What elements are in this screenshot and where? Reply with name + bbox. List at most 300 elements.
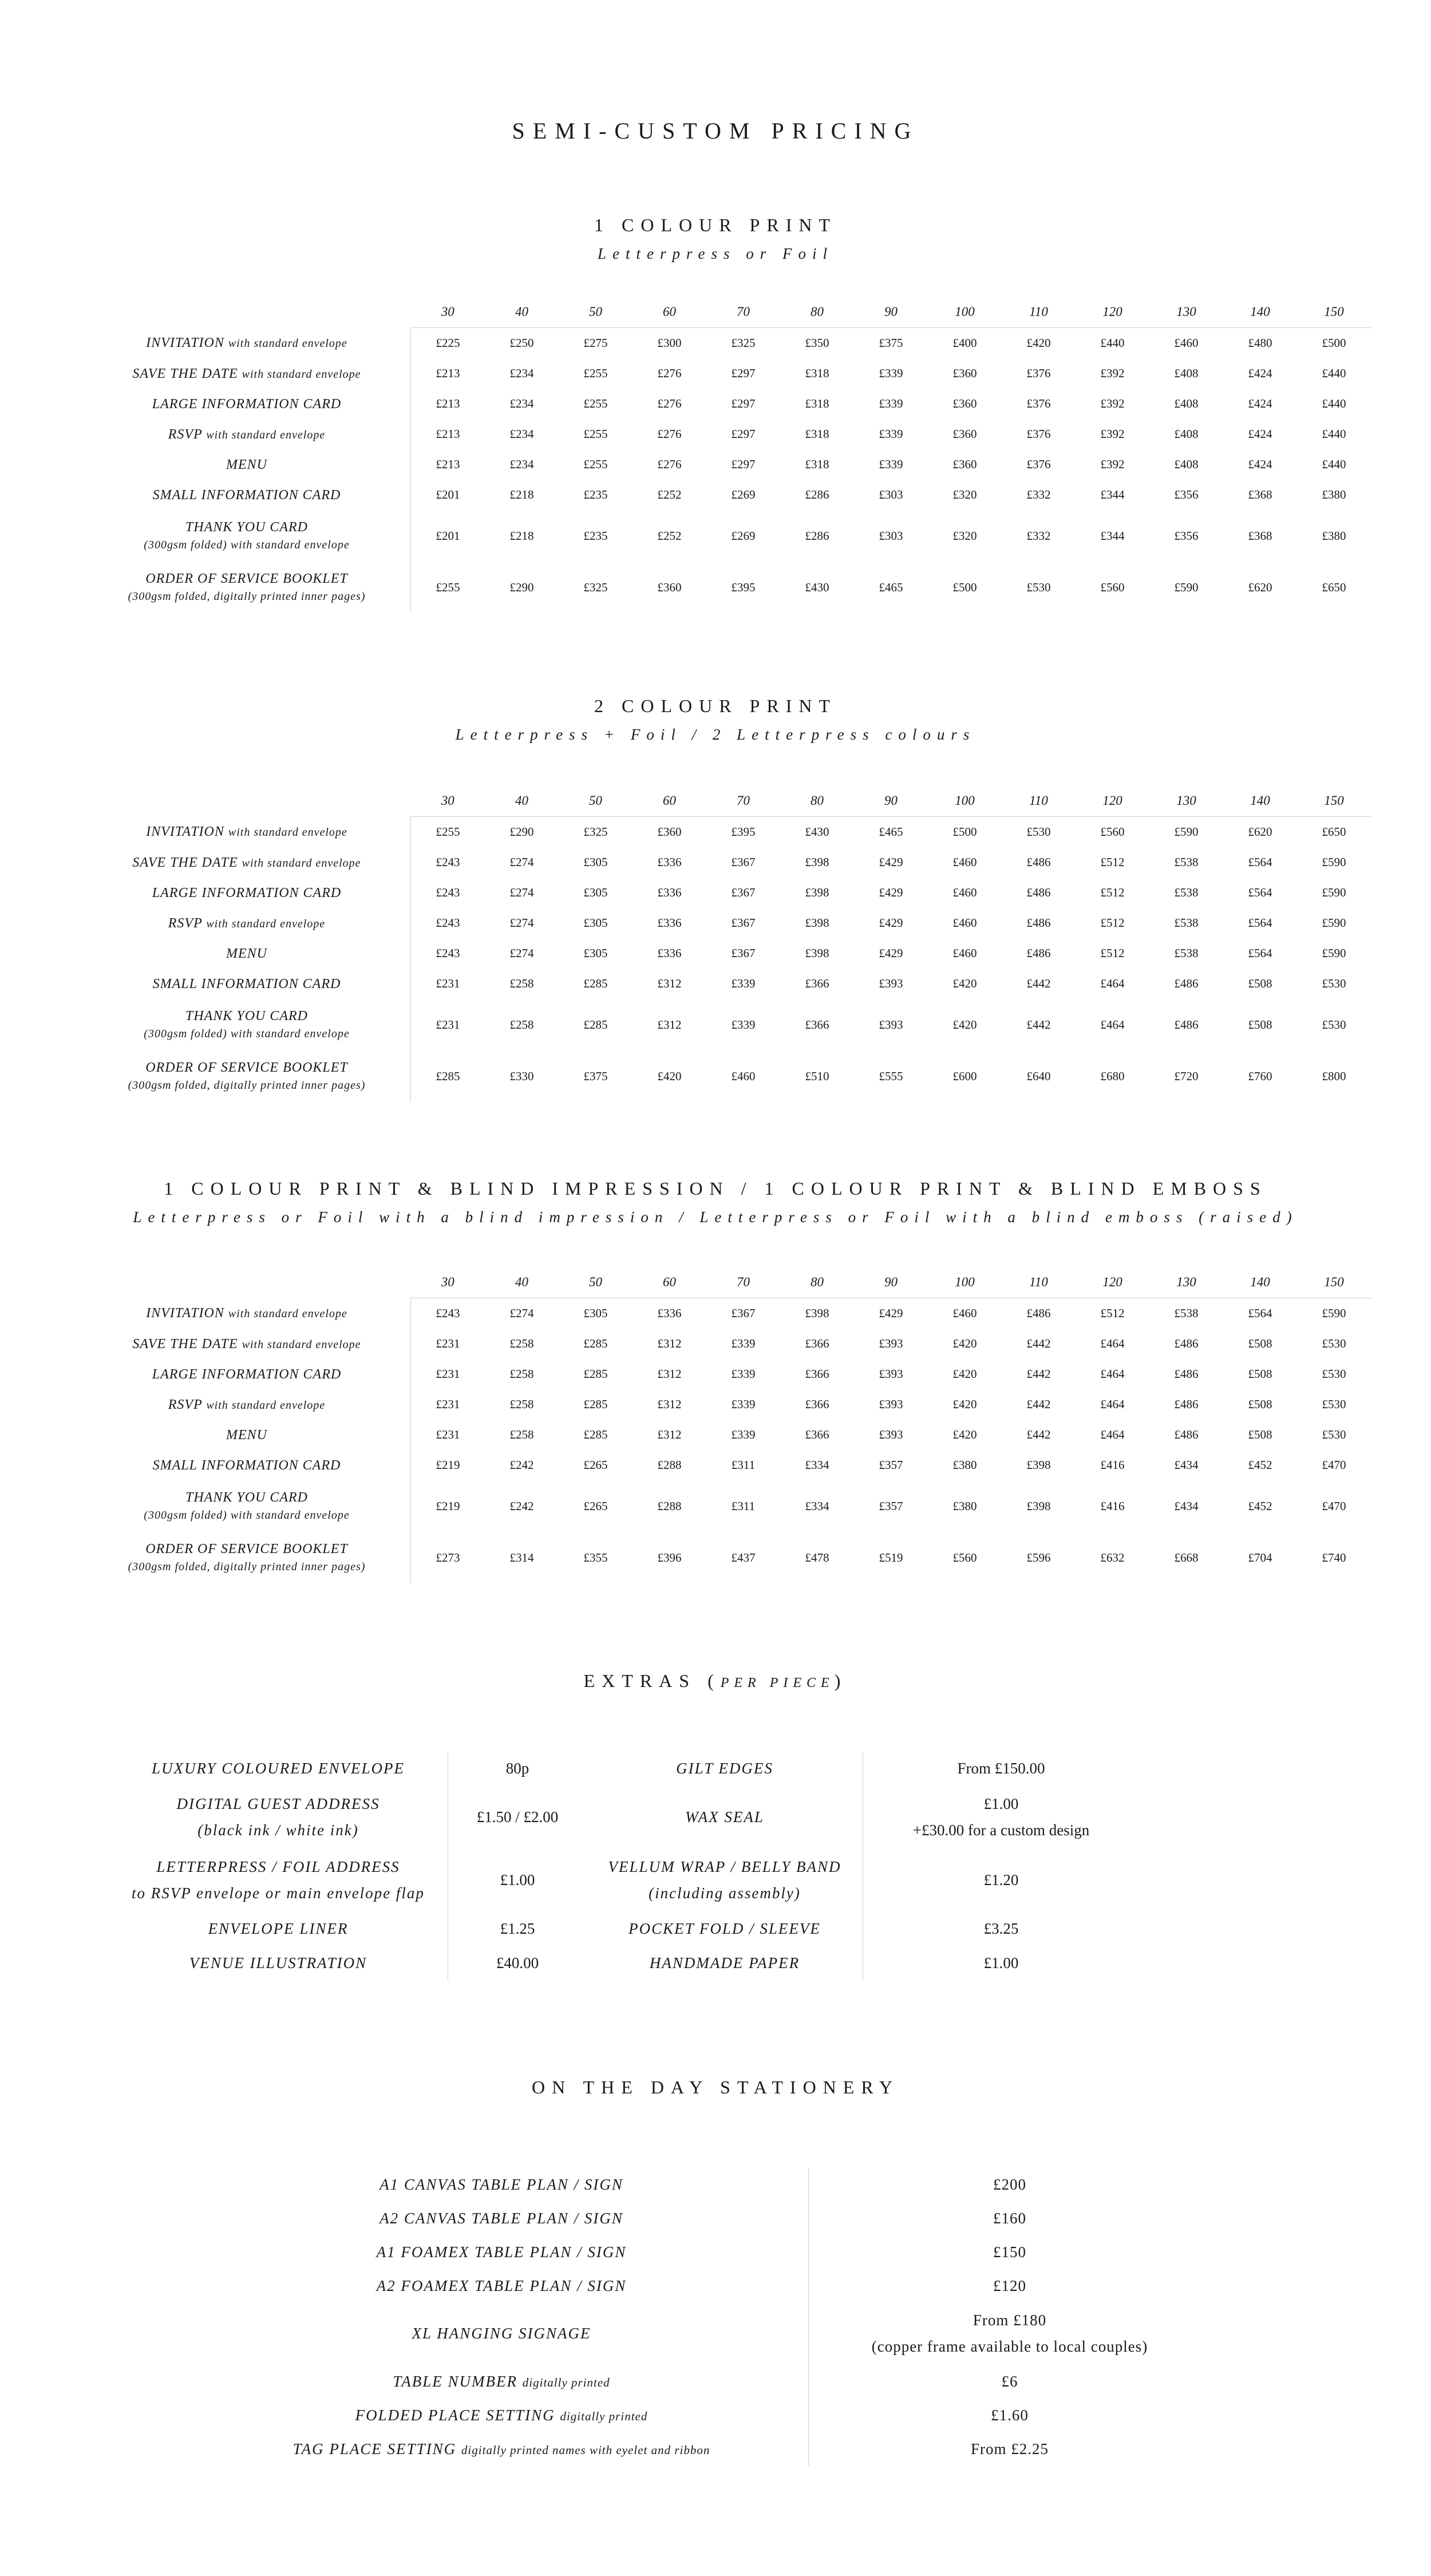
price-cell: £285 bbox=[583, 1428, 608, 1441]
price-cell: £460 bbox=[952, 946, 977, 960]
on-the-day-price-main: £6 bbox=[1001, 2372, 1018, 2390]
price-cell: £486 bbox=[1026, 946, 1051, 960]
on-the-day-row bbox=[195, 2269, 1211, 2303]
extras-title-text: EXTRAS bbox=[583, 1670, 697, 1691]
quantity-header: 90 bbox=[854, 1267, 928, 1298]
price-cell: £336 bbox=[657, 916, 682, 930]
price-cell: £393 bbox=[879, 1337, 903, 1350]
on-the-day-label bbox=[195, 2269, 809, 2303]
on-the-day-item-name: FOLDED PLACE SETTING bbox=[355, 2406, 555, 2424]
extras-section bbox=[0, 1670, 1431, 1692]
on-the-day-item-name: A1 FOAMEX TABLE PLAN / SIGN bbox=[376, 2243, 627, 2261]
on-the-day-price bbox=[809, 2303, 1211, 2365]
section-subtitle: Letterpress + Foil / 2 Letterpress colours bbox=[455, 726, 976, 743]
header-corner bbox=[92, 1267, 411, 1298]
price-cell: £512 bbox=[1100, 946, 1125, 960]
row-label-sub: (300gsm folded) with standard envelope bbox=[144, 539, 350, 551]
extras-item-name: VELLUM WRAP / BELLY BAND bbox=[608, 1858, 841, 1876]
price-cell: £486 bbox=[1174, 977, 1199, 990]
price-cell: £334 bbox=[805, 1458, 829, 1472]
price-cell: £258 bbox=[509, 1428, 534, 1441]
row-label-main: SAVE THE DATE bbox=[132, 855, 238, 870]
row-label-main: RSVP bbox=[168, 915, 203, 931]
row-label-sub: (300gsm folded) with standard envelope bbox=[144, 1509, 350, 1522]
price-cell: £366 bbox=[805, 1428, 829, 1441]
price-cell: £538 bbox=[1174, 946, 1199, 960]
on-the-day-item-sub: digitally printed bbox=[522, 2375, 610, 2389]
price-cell: £312 bbox=[657, 1017, 682, 1032]
on-the-day-price bbox=[809, 2365, 1211, 2399]
quantity-header: 80 bbox=[780, 785, 854, 817]
price-cell: £512 bbox=[1100, 1306, 1125, 1320]
on-the-day-price bbox=[809, 2202, 1211, 2235]
quantity-header: 110 bbox=[1002, 1267, 1076, 1298]
row-label-main: THANK YOU CARD bbox=[185, 520, 309, 535]
price-cell: £375 bbox=[583, 1069, 608, 1083]
price-cell: £285 bbox=[583, 977, 608, 990]
quantity-header: 30 bbox=[411, 1267, 485, 1298]
row-label bbox=[92, 510, 411, 562]
table-row bbox=[92, 817, 1371, 848]
price-cell: £305 bbox=[583, 855, 608, 869]
price-cell: £440 bbox=[1322, 457, 1346, 471]
price-cell: £464 bbox=[1100, 1017, 1125, 1032]
price-cell: £285 bbox=[583, 1367, 608, 1381]
on-the-day-price bbox=[809, 2168, 1211, 2202]
quantity-header: 100 bbox=[928, 1267, 1002, 1298]
on-the-day-item-name: A1 CANVAS TABLE PLAN / SIGN bbox=[380, 2175, 623, 2193]
table-row bbox=[92, 419, 1371, 449]
extras-item-price bbox=[863, 1912, 1140, 1946]
quantity-header: 50 bbox=[559, 1267, 633, 1298]
price-cell: £800 bbox=[1322, 1069, 1346, 1083]
on-the-day-price-main: From £2.25 bbox=[970, 2440, 1049, 2458]
on-the-day-row bbox=[195, 2365, 1211, 2399]
price-cell: £396 bbox=[657, 1550, 682, 1564]
price-cell: £564 bbox=[1248, 855, 1272, 869]
price-cell: £243 bbox=[436, 1306, 460, 1320]
price-cell: £356 bbox=[1174, 528, 1199, 543]
quantity-header: 90 bbox=[854, 785, 928, 817]
quantity-header: 100 bbox=[928, 785, 1002, 817]
price-cell: £290 bbox=[509, 580, 534, 594]
price-cell: £590 bbox=[1322, 916, 1346, 930]
price-cell: £288 bbox=[657, 1499, 682, 1513]
price-cell: £420 bbox=[657, 1069, 682, 1083]
price-cell: £339 bbox=[879, 457, 903, 471]
on-the-day-item-name: A2 FOAMEX TABLE PLAN / SIGN bbox=[376, 2277, 627, 2294]
price-cell: £398 bbox=[805, 855, 829, 869]
price-cell: £668 bbox=[1174, 1550, 1199, 1564]
price-cell: £367 bbox=[731, 855, 756, 869]
row-label bbox=[92, 328, 411, 359]
price-cell: £429 bbox=[879, 855, 903, 869]
price-cell: £470 bbox=[1322, 1458, 1346, 1472]
price-cell: £380 bbox=[952, 1458, 977, 1472]
row-label-main: SAVE THE DATE bbox=[132, 366, 238, 381]
quantity-header: 60 bbox=[633, 785, 706, 817]
row-label bbox=[92, 817, 411, 848]
price-cell: £242 bbox=[509, 1458, 534, 1472]
section-subtitle: Letterpress or Foil bbox=[597, 245, 833, 262]
per-piece-note: PER PIECE bbox=[720, 1676, 835, 1690]
price-cell: £465 bbox=[879, 825, 903, 839]
price-cell: £366 bbox=[805, 1367, 829, 1381]
quantity-header: 150 bbox=[1297, 785, 1371, 817]
price-cell: £265 bbox=[583, 1458, 608, 1472]
row-label-sub: with standard envelope bbox=[228, 1307, 347, 1321]
table-row bbox=[92, 847, 1371, 878]
row-label bbox=[92, 419, 411, 449]
price-cell: £590 bbox=[1322, 946, 1346, 960]
price-cell: £508 bbox=[1248, 1017, 1272, 1032]
price-cell: £231 bbox=[436, 1337, 460, 1350]
price-cell: £344 bbox=[1100, 488, 1125, 501]
price-cell: £219 bbox=[436, 1499, 460, 1513]
price-cell: £288 bbox=[657, 1458, 682, 1472]
price-cell: £420 bbox=[952, 1017, 977, 1032]
price-cell: £430 bbox=[805, 825, 829, 839]
price-cell: £367 bbox=[731, 886, 756, 899]
quantity-header: 70 bbox=[706, 297, 780, 328]
on-the-day-label bbox=[195, 2202, 809, 2235]
extras-item-name: POCKET FOLD / SLEEVE bbox=[628, 1920, 821, 1938]
price-cell: £393 bbox=[879, 1367, 903, 1381]
quantity-header: 150 bbox=[1297, 297, 1371, 328]
extras-item-name: GILT EDGES bbox=[676, 1760, 773, 1777]
extras-price-main: £1.00 bbox=[983, 1954, 1019, 1972]
table-row bbox=[92, 1420, 1371, 1450]
price-cell: £367 bbox=[731, 1306, 756, 1320]
price-cell: £508 bbox=[1248, 1428, 1272, 1441]
price-cell: £530 bbox=[1322, 1017, 1346, 1032]
price-cell: £376 bbox=[1026, 457, 1051, 471]
price-cell: £269 bbox=[731, 528, 756, 543]
header-corner bbox=[92, 785, 411, 817]
price-cell: £590 bbox=[1322, 855, 1346, 869]
price-cell: £285 bbox=[583, 1337, 608, 1350]
row-label-main: SMALL INFORMATION CARD bbox=[152, 976, 341, 991]
row-label-main: LARGE INFORMATION CARD bbox=[152, 885, 342, 900]
row-label bbox=[92, 1420, 411, 1450]
price-cell: £380 bbox=[952, 1499, 977, 1513]
price-cell: £442 bbox=[1026, 1337, 1051, 1350]
price-cell: £311 bbox=[731, 1458, 756, 1472]
row-label bbox=[92, 1532, 411, 1583]
price-cell: £339 bbox=[731, 1367, 756, 1381]
extras-item-price: £1.25 bbox=[500, 1920, 535, 1938]
price-cell: £339 bbox=[731, 977, 756, 990]
row-label-sub: (300gsm folded) with standard envelope bbox=[144, 1028, 350, 1040]
price-cell: £500 bbox=[952, 825, 977, 839]
price-cell: £442 bbox=[1026, 977, 1051, 990]
quantity-header: 110 bbox=[1002, 785, 1076, 817]
row-label-main: MENU bbox=[226, 1427, 267, 1443]
price-cell: £538 bbox=[1174, 916, 1199, 930]
price-cell: £530 bbox=[1026, 580, 1051, 594]
price-cell: £339 bbox=[731, 1337, 756, 1350]
quantity-header: 130 bbox=[1149, 785, 1223, 817]
extras-item-price: £1.00 bbox=[500, 1871, 535, 1889]
price-cell: £336 bbox=[657, 1306, 682, 1320]
extras-price-note: +£30.00 for a custom design bbox=[912, 1822, 1090, 1839]
price-cell: £366 bbox=[805, 1397, 829, 1411]
row-label-main: INVITATION bbox=[146, 824, 224, 840]
price-cell: £275 bbox=[583, 336, 608, 350]
extras-table bbox=[109, 1752, 1139, 1981]
section-title: 2 COLOUR PRINT bbox=[594, 696, 837, 716]
on-the-day-label bbox=[195, 2399, 809, 2432]
price-cell: £305 bbox=[583, 946, 608, 960]
price-cell: £442 bbox=[1026, 1428, 1051, 1441]
on-the-day-price-main: £160 bbox=[993, 2209, 1026, 2227]
table-row bbox=[92, 1532, 1371, 1583]
price-table-1 bbox=[92, 297, 1371, 613]
price-cell: £318 bbox=[805, 397, 829, 410]
price-cell: £420 bbox=[1026, 336, 1051, 350]
table-row bbox=[92, 358, 1371, 389]
price-cell: £360 bbox=[952, 366, 977, 380]
row-label-sub: with standard envelope bbox=[242, 1338, 361, 1351]
table-row bbox=[92, 878, 1371, 908]
price-table-3 bbox=[92, 1267, 1371, 1583]
price-cell: £339 bbox=[731, 1397, 756, 1411]
row-label-main: INVITATION bbox=[146, 335, 224, 351]
price-cell: £274 bbox=[509, 855, 534, 869]
price-cell: £460 bbox=[952, 855, 977, 869]
price-cell: £512 bbox=[1100, 916, 1125, 930]
price-cell: £538 bbox=[1174, 1306, 1199, 1320]
on-the-day-row bbox=[195, 2168, 1211, 2202]
price-cell: £255 bbox=[583, 457, 608, 471]
price-cell: £231 bbox=[436, 977, 460, 990]
row-label-main: ORDER OF SERVICE BOOKLET bbox=[145, 571, 348, 586]
price-cell: £231 bbox=[436, 1367, 460, 1381]
row-label-main: SAVE THE DATE bbox=[132, 1336, 238, 1352]
price-cell: £408 bbox=[1174, 427, 1199, 441]
section-title: 1 COLOUR PRINT & BLIND IMPRESSION / 1 COLOUR PRINT & BLIND EMBOSS bbox=[164, 1178, 1267, 1199]
on-the-day-item-name: A2 CANVAS TABLE PLAN / SIGN bbox=[380, 2209, 623, 2227]
price-cell: £312 bbox=[657, 1428, 682, 1441]
quantity-header: 70 bbox=[706, 1267, 780, 1298]
price-cell: £258 bbox=[509, 1017, 534, 1032]
price-cell: £760 bbox=[1248, 1069, 1272, 1083]
price-cell: £357 bbox=[879, 1458, 903, 1472]
price-cell: £470 bbox=[1322, 1499, 1346, 1513]
row-label bbox=[92, 389, 411, 419]
table-row bbox=[92, 1450, 1371, 1480]
on-the-day-price-main: £150 bbox=[993, 2243, 1026, 2261]
price-cell: £235 bbox=[583, 488, 608, 501]
price-cell: £416 bbox=[1100, 1458, 1125, 1472]
row-label bbox=[92, 1359, 411, 1389]
price-cell: £297 bbox=[731, 397, 756, 410]
table-row bbox=[92, 1389, 1371, 1420]
price-cell: £252 bbox=[657, 488, 682, 501]
price-cell: £243 bbox=[436, 855, 460, 869]
row-label-main: THANK YOU CARD bbox=[185, 1009, 309, 1024]
price-cell: £332 bbox=[1026, 488, 1051, 501]
price-cell: £235 bbox=[583, 528, 608, 543]
price-cell: £620 bbox=[1248, 580, 1272, 594]
price-cell: £480 bbox=[1248, 336, 1272, 350]
row-label-main: MENU bbox=[226, 457, 267, 472]
price-cell: £274 bbox=[509, 886, 534, 899]
extras-item-name: LUXURY COLOURED ENVELOPE bbox=[151, 1760, 405, 1777]
table-row bbox=[92, 562, 1371, 613]
price-cell: £303 bbox=[879, 488, 903, 501]
price-cell: £486 bbox=[1026, 855, 1051, 869]
extras-item-name: DIGITAL GUEST ADDRESS bbox=[176, 1795, 380, 1813]
quantity-header: 40 bbox=[485, 785, 559, 817]
on-the-day-row bbox=[195, 2432, 1211, 2466]
row-label-sub: (300gsm folded, digitally printed inner pages) bbox=[128, 590, 366, 603]
quantity-header: 120 bbox=[1076, 297, 1149, 328]
price-cell: £442 bbox=[1026, 1017, 1051, 1032]
price-cell: £424 bbox=[1248, 366, 1272, 380]
quantity-header: 80 bbox=[780, 1267, 854, 1298]
price-cell: £398 bbox=[805, 886, 829, 899]
quantity-header: 120 bbox=[1076, 785, 1149, 817]
quantity-header: 140 bbox=[1223, 297, 1297, 328]
quantity-header-row bbox=[92, 785, 1371, 817]
price-cell: £460 bbox=[952, 1306, 977, 1320]
price-cell: £305 bbox=[583, 916, 608, 930]
price-cell: £325 bbox=[583, 580, 608, 594]
quantity-header: 80 bbox=[780, 297, 854, 328]
table-row bbox=[92, 510, 1371, 562]
price-cell: £434 bbox=[1174, 1499, 1199, 1513]
extras-item-name: WAX SEAL bbox=[685, 1808, 764, 1826]
row-label-sub: with standard envelope bbox=[206, 917, 326, 930]
price-cell: £255 bbox=[583, 397, 608, 410]
row-label bbox=[92, 1480, 411, 1532]
price-cell: £320 bbox=[952, 528, 977, 543]
price-cell: £368 bbox=[1248, 488, 1272, 501]
price-cell: £398 bbox=[1026, 1499, 1051, 1513]
price-cell: £219 bbox=[436, 1458, 460, 1472]
table-row bbox=[92, 328, 1371, 359]
extras-item-label bbox=[109, 1752, 448, 1786]
extras-row bbox=[109, 1946, 1139, 1981]
price-cell: £424 bbox=[1248, 427, 1272, 441]
price-cell: £486 bbox=[1026, 886, 1051, 899]
price-cell: £564 bbox=[1248, 916, 1272, 930]
price-cell: £360 bbox=[952, 427, 977, 441]
price-cell: £650 bbox=[1322, 580, 1346, 594]
price-cell: £560 bbox=[1100, 580, 1125, 594]
quantity-header: 60 bbox=[633, 1267, 706, 1298]
price-cell: £512 bbox=[1100, 855, 1125, 869]
price-cell: £325 bbox=[583, 825, 608, 839]
price-cell: £486 bbox=[1174, 1017, 1199, 1032]
price-cell: £290 bbox=[509, 825, 534, 839]
on-the-day-price-note: (copper frame available to local couples) bbox=[871, 2338, 1148, 2355]
on-the-day-price bbox=[809, 2399, 1211, 2432]
price-cell: £486 bbox=[1174, 1337, 1199, 1350]
on-the-day-row bbox=[195, 2303, 1211, 2365]
table-row bbox=[92, 999, 1371, 1050]
row-label bbox=[92, 562, 411, 613]
extras-item-price bbox=[863, 1946, 1140, 1981]
table-row bbox=[92, 969, 1371, 999]
price-cell: £360 bbox=[952, 457, 977, 471]
extras-row bbox=[109, 1786, 1139, 1849]
price-cell: £355 bbox=[583, 1550, 608, 1564]
price-cell: £740 bbox=[1322, 1550, 1346, 1564]
on-the-day-price bbox=[809, 2432, 1211, 2466]
price-cell: £429 bbox=[879, 886, 903, 899]
price-cell: £258 bbox=[509, 1367, 534, 1381]
price-cell: £314 bbox=[509, 1550, 534, 1564]
quantity-header: 30 bbox=[411, 297, 485, 328]
price-cell: £303 bbox=[879, 528, 903, 543]
price-cell: £269 bbox=[731, 488, 756, 501]
price-cell: £408 bbox=[1174, 457, 1199, 471]
price-cell: £720 bbox=[1174, 1069, 1199, 1083]
price-cell: £332 bbox=[1026, 528, 1051, 543]
price-cell: £398 bbox=[805, 916, 829, 930]
price-cell: £590 bbox=[1322, 1306, 1346, 1320]
row-label bbox=[92, 1050, 411, 1102]
price-cell: £478 bbox=[805, 1550, 829, 1564]
price-cell: £452 bbox=[1248, 1499, 1272, 1513]
price-cell: £555 bbox=[879, 1069, 903, 1083]
quantity-header: 140 bbox=[1223, 785, 1297, 817]
table-row bbox=[92, 449, 1371, 480]
price-cell: £274 bbox=[509, 916, 534, 930]
quantity-header: 120 bbox=[1076, 1267, 1149, 1298]
extras-item-name: HANDMADE PAPER bbox=[649, 1954, 800, 1972]
on-the-day-price-main: £200 bbox=[993, 2175, 1026, 2193]
price-cell: £368 bbox=[1248, 528, 1272, 543]
price-cell: £255 bbox=[583, 366, 608, 380]
price-table-2 bbox=[92, 785, 1371, 1102]
quantity-header: 110 bbox=[1002, 297, 1076, 328]
extras-row bbox=[109, 1849, 1139, 1912]
row-label-sub: with standard envelope bbox=[206, 1398, 326, 1412]
price-cell: £429 bbox=[879, 916, 903, 930]
price-cell: £234 bbox=[509, 397, 534, 410]
row-label-main: THANK YOU CARD bbox=[185, 1490, 309, 1505]
price-cell: £590 bbox=[1174, 825, 1199, 839]
on-the-day-title: ON THE DAY STATIONERY bbox=[531, 2077, 900, 2097]
page-title: SEMI-CUSTOM PRICING bbox=[512, 118, 919, 144]
price-cell: £393 bbox=[879, 1428, 903, 1441]
price-cell: £564 bbox=[1248, 886, 1272, 899]
price-cell: £408 bbox=[1174, 366, 1199, 380]
extras-item-price: 80p bbox=[505, 1760, 529, 1777]
price-cell: £380 bbox=[1322, 488, 1346, 501]
on-the-day-price bbox=[809, 2235, 1211, 2269]
extras-item-name: ENVELOPE LINER bbox=[208, 1920, 349, 1938]
extras-price-main: From £150.00 bbox=[957, 1760, 1045, 1777]
price-cell: £564 bbox=[1248, 1306, 1272, 1320]
price-cell: £442 bbox=[1026, 1397, 1051, 1411]
extras-item-name: LETTERPRESS / FOIL ADDRESS bbox=[156, 1858, 400, 1876]
row-label bbox=[92, 938, 411, 969]
price-cell: £460 bbox=[952, 916, 977, 930]
row-label-sub: with standard envelope bbox=[242, 368, 361, 381]
price-cell: £508 bbox=[1248, 1367, 1272, 1381]
extras-item-sub: (including assembly) bbox=[649, 1884, 801, 1902]
price-cell: £375 bbox=[879, 336, 903, 350]
price-cell: £530 bbox=[1026, 825, 1051, 839]
price-cell: £305 bbox=[583, 886, 608, 899]
price-cell: £530 bbox=[1322, 977, 1346, 990]
price-cell: £408 bbox=[1174, 397, 1199, 410]
extras-item-label bbox=[587, 1946, 863, 1981]
